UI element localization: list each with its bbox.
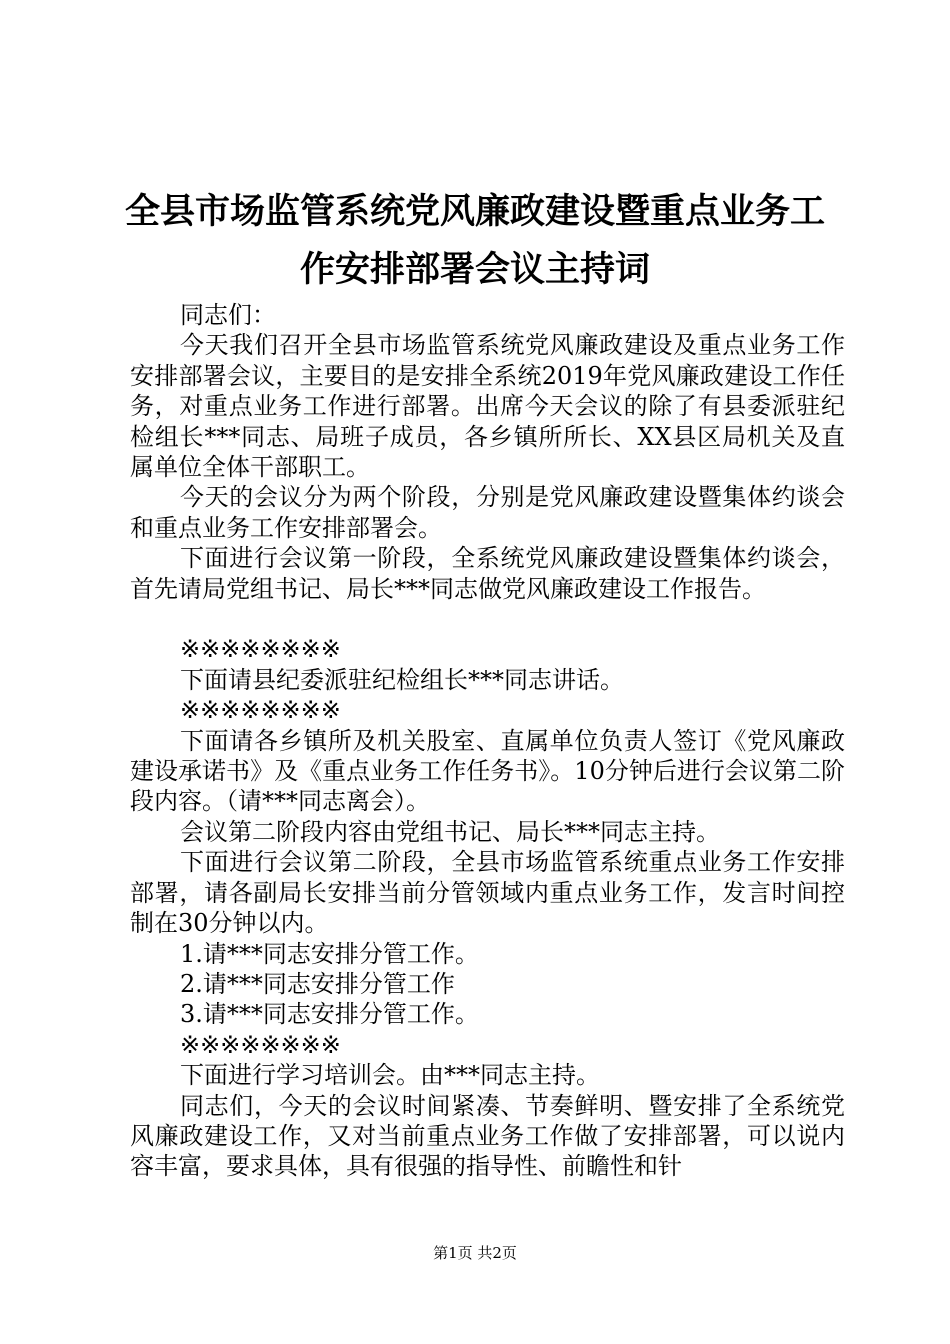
paragraph-stage-two-host: 会议第二阶段内容由党组书记、局长***同志主持。	[180, 817, 720, 846]
paragraph-speech: 下面请县纪委派驻纪检组长***同志讲话。	[180, 665, 624, 694]
blank-line	[130, 604, 845, 634]
separator-marks: ※※※※※※※※	[180, 1030, 341, 1059]
paragraph-stages: 今天的会议分为两个阶段，分别是党风廉政建设暨集体约谈会和重点业务工作安排部署会。	[130, 483, 845, 542]
paragraph-stage-two: 下面进行会议第二阶段，全县市场监管系统重点业务工作安排部署，请各副局长安排当前分管领域内重点业务工作，发言时间控制在30分钟以内。	[130, 848, 845, 938]
separator-marks: ※※※※※※※※	[180, 635, 341, 664]
document-title-line-1: 全县市场监管系统党风廉政建设暨重点业务工	[124, 192, 825, 232]
paragraph-stage-one: 下面进行会议第一阶段，全系统党风廉政建设暨集体约谈会，首先请局党组书记、局长***同志做党风廉政建设工作报告。	[130, 544, 845, 603]
list-item: 2.请***同志安排分管工作	[180, 969, 455, 998]
separator-marks: ※※※※※※※※	[180, 696, 341, 725]
document-body	[130, 300, 845, 1182]
list-item: 3.请***同志安排分管工作。	[180, 1000, 479, 1029]
list-item: 1.请***同志安排分管工作。	[180, 939, 479, 968]
paragraph-closing: 同志们，今天的会议时间紧凑、节奏鲜明、暨安排了全系统党风廉政建设工作，又对当前重点业务工作做了安排部署，可以说内容丰富，要求具体，具有很强的指导性、前瞻性和针	[130, 1091, 845, 1181]
page-number-footer: 第1页 共2页	[433, 1244, 517, 1262]
paragraph-signing: 下面请各乡镇所及机关股室、直属单位负责人签订《党风廉政建设承诺书》及《重点业务工作任务书》。10分钟后进行会议第二阶段内容。（请***同志离会）。	[130, 726, 845, 816]
document-title-line-2: 作安排部署会议主持词	[299, 250, 650, 290]
paragraph-intro: 今天我们召开全县市场监管系统党风廉政建设及重点业务工作安排部署会议，主要目的是安排全系统2019年党风廉政建设工作任务，对重点业务工作进行部署。出席今天会议的除了有县委派驻纪检组长***同志、局班子成员，各乡镇所所长、XX县区局机关及直属单位全体干部职工。	[130, 331, 845, 482]
paragraph-training: 下面进行学习培训会。由***同志主持。	[180, 1061, 600, 1090]
paragraph-salutation: 同志们：	[180, 301, 276, 329]
